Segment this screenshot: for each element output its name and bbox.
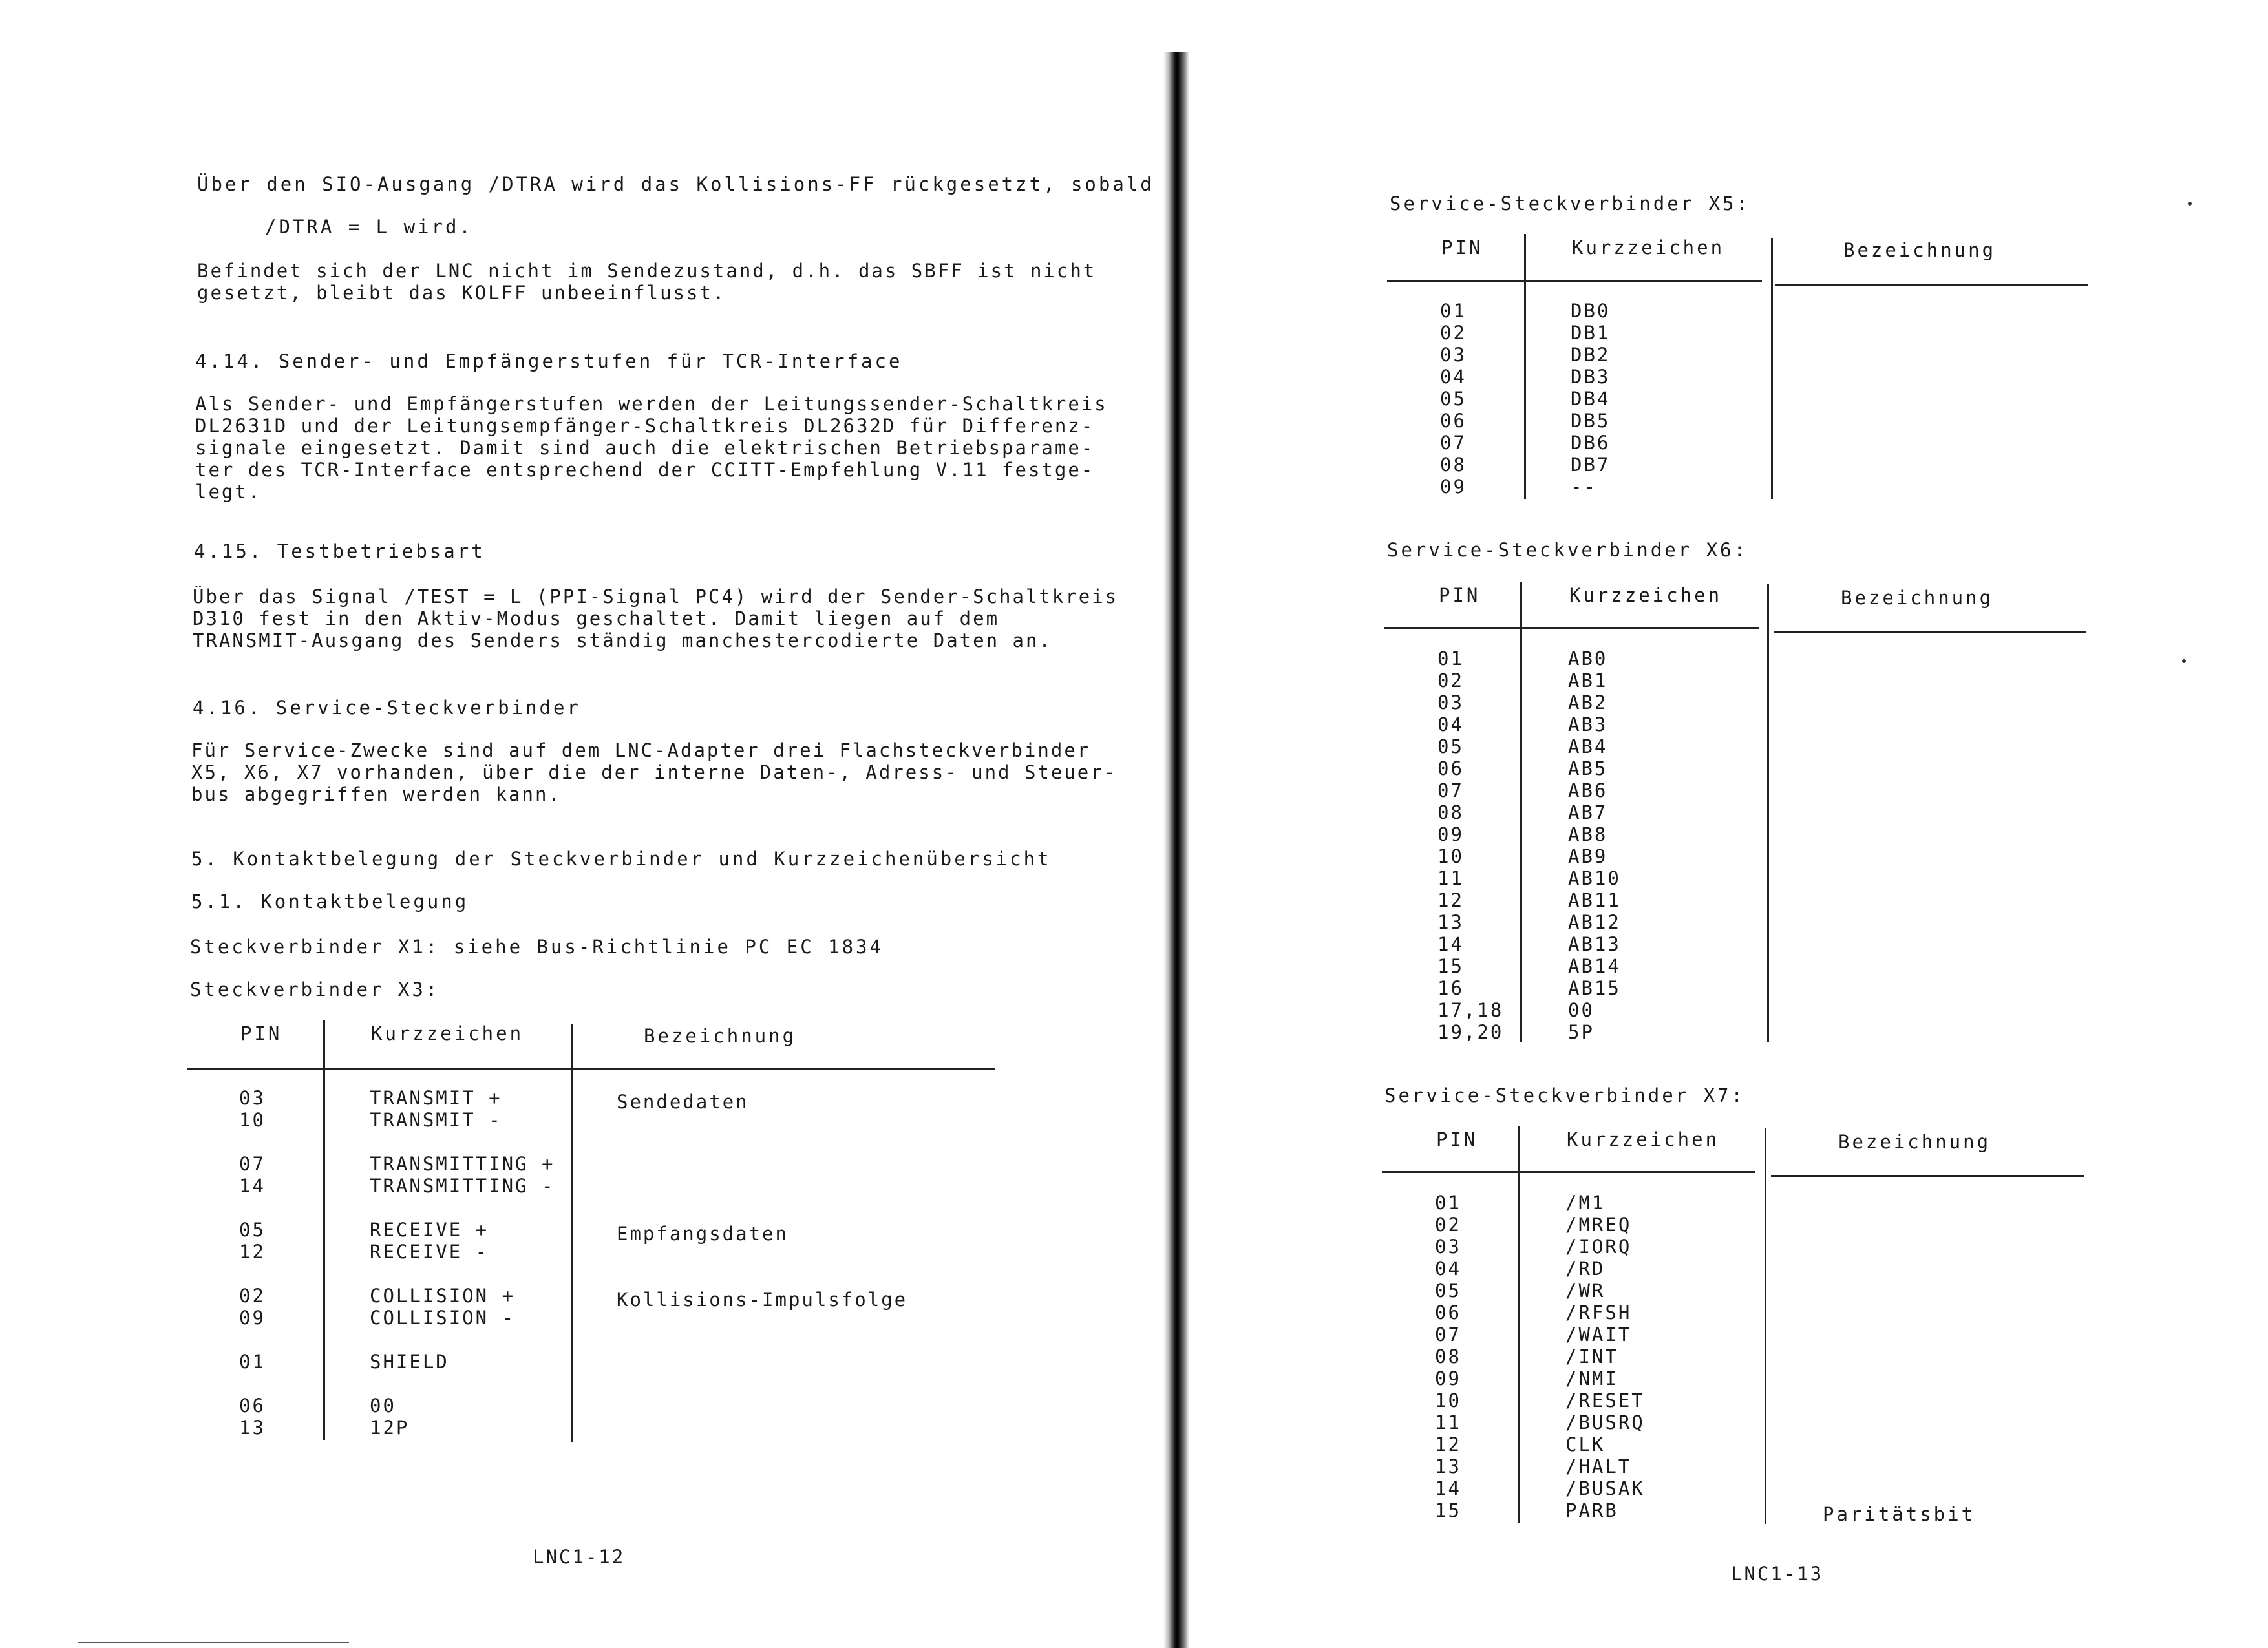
x5-header-rule-left — [1387, 280, 1762, 282]
page-number-right: LNC1-13 — [1731, 1563, 1824, 1585]
x6-header-pin: PIN — [1439, 584, 1481, 606]
x3-header-kurzzeichen: Kurzzeichen — [371, 1022, 524, 1044]
scan-speck — [2188, 202, 2192, 206]
x7-kurzzeichen-column: /M1 /MREQ /IORQ /RD /WR /RFSH /WAIT /INT /NMI /RESET /BUSRQ CLK /HALT /BUSAK PARB — [1565, 1192, 1645, 1521]
x6-kurzzeichen-column: AB0 AB1 AB2 AB3 AB4 AB5 AB6 AB7 AB8 AB9 AB10 AB11 AB12 AB13 AB14 AB15 00 5P — [1568, 648, 1621, 1043]
x3-title: Steckverbinder X3: — [190, 978, 440, 1000]
heading-5-1: 5.1. Kontaktbelegung — [191, 891, 469, 913]
right-page — [1189, 0, 2268, 1648]
x5-pin-column: 01 02 03 04 05 06 07 08 09 — [1440, 300, 1467, 498]
x6-column-divider-1 — [1520, 582, 1522, 1042]
scan-edge-mark — [78, 1642, 349, 1643]
x6-title: Service-Steckverbinder X6: — [1387, 539, 1748, 561]
page-number-left: LNC1-12 — [533, 1546, 626, 1568]
x7-column-divider-1 — [1518, 1126, 1520, 1523]
heading-4-16: 4.16. Service-Steckverbinder — [193, 697, 581, 719]
x3-column-divider-1 — [323, 1020, 325, 1440]
x5-kurzzeichen-column: DB0 DB1 DB2 DB3 DB4 DB5 DB6 DB7 -- — [1571, 300, 1611, 498]
x7-bezeichnung-paritaetsbit: Paritätsbit — [1823, 1503, 1976, 1525]
heading-5: 5. Kontaktbelegung der Steckverbinder und Kurzzeichenübersicht — [191, 848, 1052, 870]
x7-column-divider-2 — [1765, 1128, 1766, 1524]
para-4-14: Als Sender- und Empfängerstufen werden der Leitungssender-Schaltkreis DL2631D und der Leitungsempfänger-Schaltkreis DL2632D für Differenz- signale eingesetzt. Damit sind auch die elektrischen Betriebsparame- ter des TCR-Interface entsprechend der CCITT-Empfehlung V.11 festge- legt. — [195, 393, 1108, 503]
book-spine-shadow — [1163, 52, 1189, 1648]
x6-column-divider-2 — [1767, 584, 1769, 1042]
x7-pin-column: 01 02 03 04 05 06 07 08 09 10 11 12 13 14 15 — [1435, 1192, 1461, 1521]
x6-header-rule-right — [1774, 631, 2086, 633]
x6-header-kurzzeichen: Kurzzeichen — [1569, 584, 1722, 606]
x7-header-pin: PIN — [1436, 1128, 1478, 1150]
x6-header-rule-left — [1384, 627, 1759, 629]
para-4-16: Für Service-Zwecke sind auf dem LNC-Adapter drei Flachsteckverbinder X5, X6, X7 vorhanden, über die der interne Daten-, Adress- und Steuer- bus abgegriffen werden kann. — [191, 739, 1118, 805]
x3-header-rule — [187, 1068, 995, 1070]
x3-header-pin: PIN — [240, 1022, 282, 1044]
x7-title: Service-Steckverbinder X7: — [1384, 1084, 1745, 1106]
para2: Befindet sich der LNC nicht im Sendezustand, d.h. das SBFF ist nicht gesetzt, bleibt das KOLFF unbeeinflusst. — [197, 260, 1097, 304]
x6-header-bezeichnung: Bezeichnung — [1841, 587, 1994, 609]
x3-column-divider-2 — [571, 1024, 573, 1442]
x3-bezeichnung-column: Sendedaten Empfangsdaten Kollisions-Impulsfolge — [617, 1091, 908, 1311]
x5-header-kurzzeichen: Kurzzeichen — [1572, 237, 1725, 259]
x7-header-kurzzeichen: Kurzzeichen — [1567, 1128, 1720, 1150]
x5-column-divider-1 — [1524, 234, 1526, 499]
x6-pin-column: 01 02 03 04 05 06 07 08 09 10 11 12 13 14 15 16 17,18 19,20 — [1437, 648, 1504, 1043]
x3-kurzzeichen-column: TRANSMIT + TRANSMIT - TRANSMITTING + TRANSMITTING - RECEIVE + RECEIVE - COLLISION + COLLISION - SHIELD 00 12P — [370, 1087, 555, 1439]
x7-header-bezeichnung: Bezeichnung — [1838, 1131, 1991, 1153]
x1-reference: Steckverbinder X1: siehe Bus-Richtlinie PC EC 1834 — [190, 936, 884, 958]
x5-header-pin: PIN — [1441, 237, 1483, 259]
x3-pin-column: 03 10 07 14 05 12 02 09 01 06 13 — [239, 1087, 266, 1439]
x5-header-rule-right — [1775, 284, 2088, 286]
x3-header-bezeichnung: Bezeichnung — [644, 1025, 797, 1047]
x5-header-bezeichnung: Bezeichnung — [1843, 239, 1997, 261]
para1-line1: Über den SIO-Ausgang /DTRA wird das Kollisions-FF rückgesetzt, sobald — [197, 173, 1154, 195]
x7-header-rule-right — [1771, 1175, 2084, 1177]
heading-4-14: 4.14. Sender- und Empfängerstufen für TCR-Interface — [195, 350, 903, 372]
x5-title: Service-Steckverbinder X5: — [1390, 193, 1750, 215]
para1-line2: /DTRA = L wird. — [265, 216, 473, 238]
para-4-15: Über das Signal /TEST = L (PPI-Signal PC4) wird der Sender-Schaltkreis D310 fest in den Aktiv-Modus geschaltet. Damit liegen auf dem TRANSMIT-Ausgang des Senders ständig manchestercodierte Daten an. — [193, 586, 1119, 651]
x7-header-rule-left — [1382, 1171, 1755, 1173]
x5-column-divider-2 — [1771, 238, 1773, 499]
heading-4-15: 4.15. Testbetriebsart — [194, 540, 485, 562]
scan-speck — [2182, 659, 2186, 663]
